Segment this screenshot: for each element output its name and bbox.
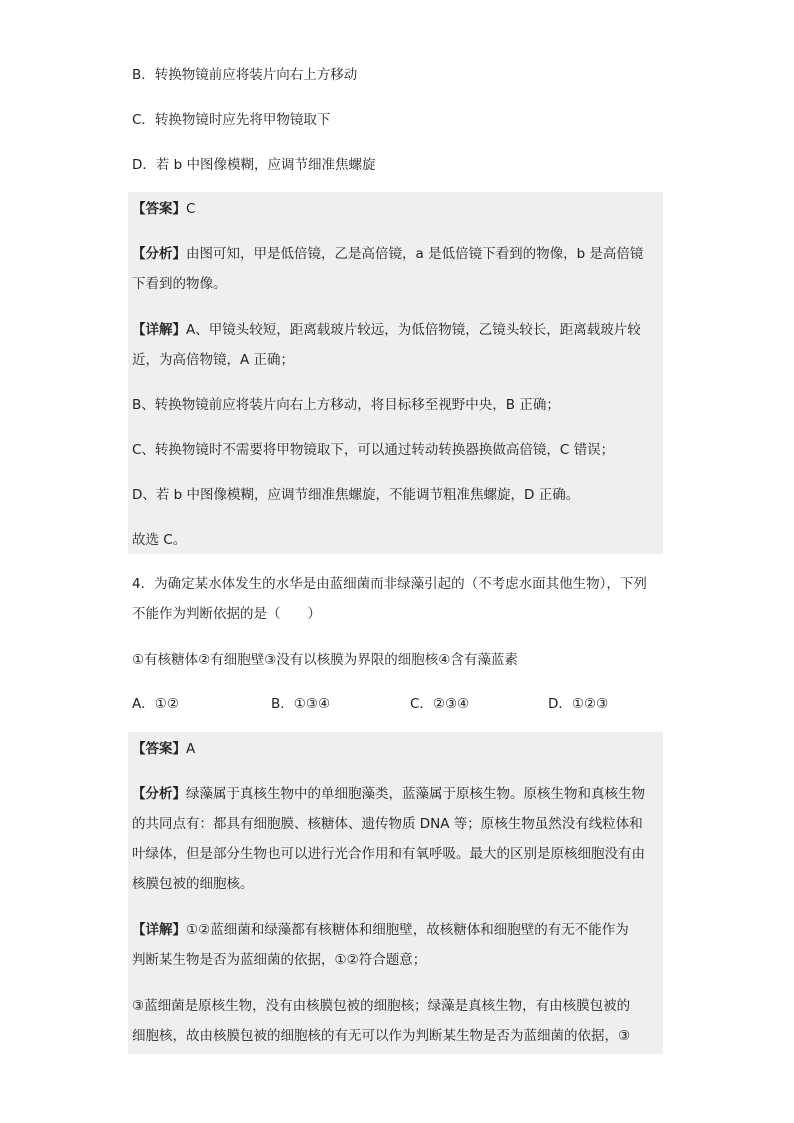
answer-tag: 【答案】	[132, 741, 186, 757]
q4-detail-line-1	[132, 920, 662, 940]
q3-conclusion: 故选 C。	[132, 532, 187, 548]
answer-tag: 【答案】	[132, 201, 186, 217]
q3-detail-c: C、转换物镜时不需要将甲物镜取下，可以通过转动转换器换做高倍镜，C 错误；	[132, 442, 615, 458]
detail-text: A、甲镜头较短，距离载玻片较远，为低倍物镜，乙镜头较长，距离载玻片较	[186, 322, 641, 338]
answer-value: A	[186, 741, 196, 757]
q4-analysis-line-4: 核膜包被的细胞核。	[132, 876, 254, 892]
q4-option-b: B．①③④	[271, 696, 331, 712]
q3-analysis-line-1	[132, 244, 662, 264]
analysis-text: 由图可知，甲是低倍镜，乙是高倍镜，a 是低倍镜下看到的物像，b 是高倍镜	[186, 246, 644, 262]
q4-analysis-line-3: 叶绿体，但是部分生物也可以进行光合作用和有氧呼吸。最大的区别是原核细胞没有由	[132, 846, 645, 862]
q3-detail-line-1	[132, 320, 662, 340]
detail-tag: 【详解】	[132, 322, 186, 338]
detail-text: ①②蓝细菌和绿藻都有核糖体和细胞壁，故核糖体和细胞壁的有无不能作为	[186, 922, 629, 938]
q4-analysis-line-2: 的共同点有：都具有细胞膜、核糖体、遗传物质 DNA 等；原核生物虽然没有线粒体和	[132, 816, 643, 832]
q3-detail-line-2: 近，为高倍物镜，A 正确；	[132, 352, 295, 368]
option-b: B．转换物镜前应将装片向右上方移动	[132, 67, 358, 83]
q4-stem-line-2: 不能作为判断依据的是（ ）	[132, 606, 321, 622]
q3-detail-d: D、若 b 中图像模糊，应调节细准焦螺旋，不能调节粗准焦螺旋，D 正确。	[132, 487, 580, 503]
q3-answer	[132, 199, 662, 219]
q4-analysis-line-1	[132, 784, 662, 804]
q4-answer	[132, 739, 662, 759]
answer-value: C	[186, 201, 196, 217]
q4-detail-line-4: 细胞核，故由核膜包被的细胞核的有无可以作为判断某生物是否为蓝细菌的依据，③	[132, 1028, 631, 1044]
q4-option-c: C．②③④	[410, 696, 470, 712]
q4-stem-line-1: 4．为确定某水体发生的水华是由蓝细菌而非绿藻引起的（不考虑水面其他生物），下列	[132, 576, 647, 592]
analysis-tag: 【分析】	[132, 246, 186, 262]
q4-option-d: D．①②③	[548, 696, 609, 712]
q3-detail-b: B、转换物镜前应将装片向右上方移动，将目标移至视野中央，B 正确；	[132, 397, 560, 413]
q3-analysis-line-2: 下看到的物像。	[132, 276, 227, 292]
option-d: D．若 b 中图像模糊，应调节细准焦螺旋	[132, 157, 376, 173]
analysis-text: 绿藻属于真核生物中的单细胞藻类，蓝藻属于原核生物。原核生物和真核生物	[186, 786, 645, 802]
q4-detail-line-2: 判断某生物是否为蓝细菌的依据，①②符合题意；	[132, 952, 427, 968]
q4-detail-line-3: ③蓝细菌是原核生物，没有由核膜包被的细胞核；绿藻是真核生物，有由核膜包被的	[132, 998, 631, 1014]
detail-tag: 【详解】	[132, 922, 186, 938]
analysis-tag: 【分析】	[132, 786, 186, 802]
q4-option-a: A．①②	[132, 696, 179, 712]
option-c: C．转换物镜时应先将甲物镜取下	[132, 112, 331, 128]
q4-items: ①有核糖体②有细胞壁③没有以核膜为界限的细胞核④含有藻蓝素	[132, 652, 518, 668]
